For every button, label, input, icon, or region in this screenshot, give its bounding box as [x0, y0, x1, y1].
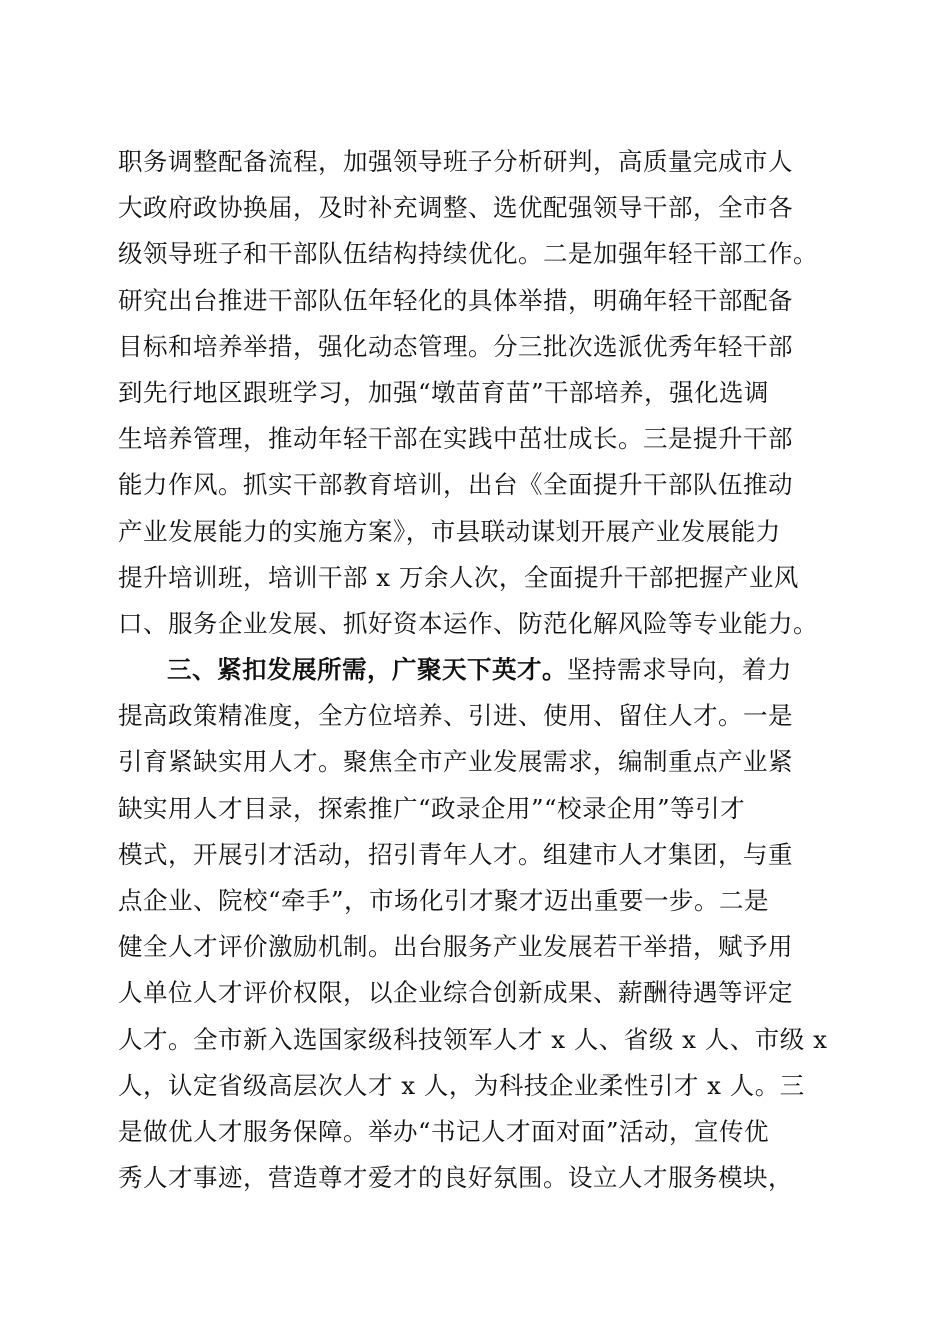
paragraph-line: 目标和培养举措，强化动态管理。分三批次选派优秀年轻干部	[118, 331, 793, 361]
heading-continuation: 坚持需求导向，着力	[567, 655, 792, 685]
paragraph-first-line	[118, 647, 838, 693]
paragraph-line: 健全人才评价激励机制。出台服务产业发展若干举措，赋予用	[118, 932, 793, 962]
paragraph-line: 引育紧缺实用人才。聚焦全市产业发展需求，编制重点产业紧	[118, 747, 793, 777]
paragraph-2	[118, 647, 838, 1201]
paragraph-line: 点企业、院校“牵手”，市场化引才聚才迈出重要一步。二是	[118, 886, 770, 915]
paragraph-line: 人单位人才评价权限，以企业综合创新成果、薪酬待遇等评定	[118, 978, 793, 1008]
paragraph-line: 提升培训班，培训干部 x 万余人次，全面提升干部把握产业风	[118, 562, 799, 592]
paragraph-line: 到先行地区跟班学习，加强“墩苗育苗”干部培养，强化选调	[118, 377, 770, 407]
paragraph-line: 口、服务企业发展、抓好资本运作、防范化解风险等专业能力。	[118, 608, 818, 638]
paragraph-line: 能力作风。抓实干部教育培训，出台《全面提升干部队伍推动	[118, 470, 793, 500]
paragraph-line: 是做优人才服务保障。举办“书记人才面对面”活动，宣传优	[118, 1116, 770, 1146]
paragraph-line: 人，认定省级高层次人才 x 人，为科技企业柔性引才 x 人。三	[118, 1070, 805, 1100]
paragraph-line: 缺实用人才目录，探索推广“政录企用”“校录企用”等引才	[118, 793, 746, 823]
paragraph-line: 研究出台推进干部队伍年轻化的具体举措，明确年轻干部配备	[118, 285, 793, 315]
paragraph-line: 职务调整配备流程，加强领导班子分析研判，高质量完成市人	[118, 147, 793, 176]
section-heading: 三、紧扣发展所需，广聚天下英才。	[167, 655, 567, 685]
paragraph-line: 模式，开展引才活动，招引青年人才。组建市人才集团，与重	[118, 839, 793, 869]
paragraph-line: 秀人才事迹，营造尊才爱才的良好氛围。设立人才服务模块，	[118, 1163, 793, 1193]
paragraph-line: 人才。全市新入选国家级科技领军人才 x 人、省级 x 人、市级 x	[118, 1024, 828, 1054]
paragraph-line: 大政府政协换届，及时补充调整、选优配强领导干部，全市各	[118, 193, 793, 223]
paragraph-1	[118, 139, 838, 647]
paragraph-line: 提高政策精准度，全方位培养、引进、使用、留住人才。一是	[118, 701, 793, 731]
paragraph-line: 产业发展能力的实施方案》，市县联动谋划开展产业发展能力	[118, 516, 781, 546]
paragraph-line: 生培养管理，推动年轻干部在实践中茁壮成长。三是提升干部	[118, 424, 793, 454]
document-body	[118, 139, 838, 1201]
paragraph-line: 级领导班子和干部队伍结构持续优化。二是加强年轻干部工作。	[118, 239, 818, 269]
